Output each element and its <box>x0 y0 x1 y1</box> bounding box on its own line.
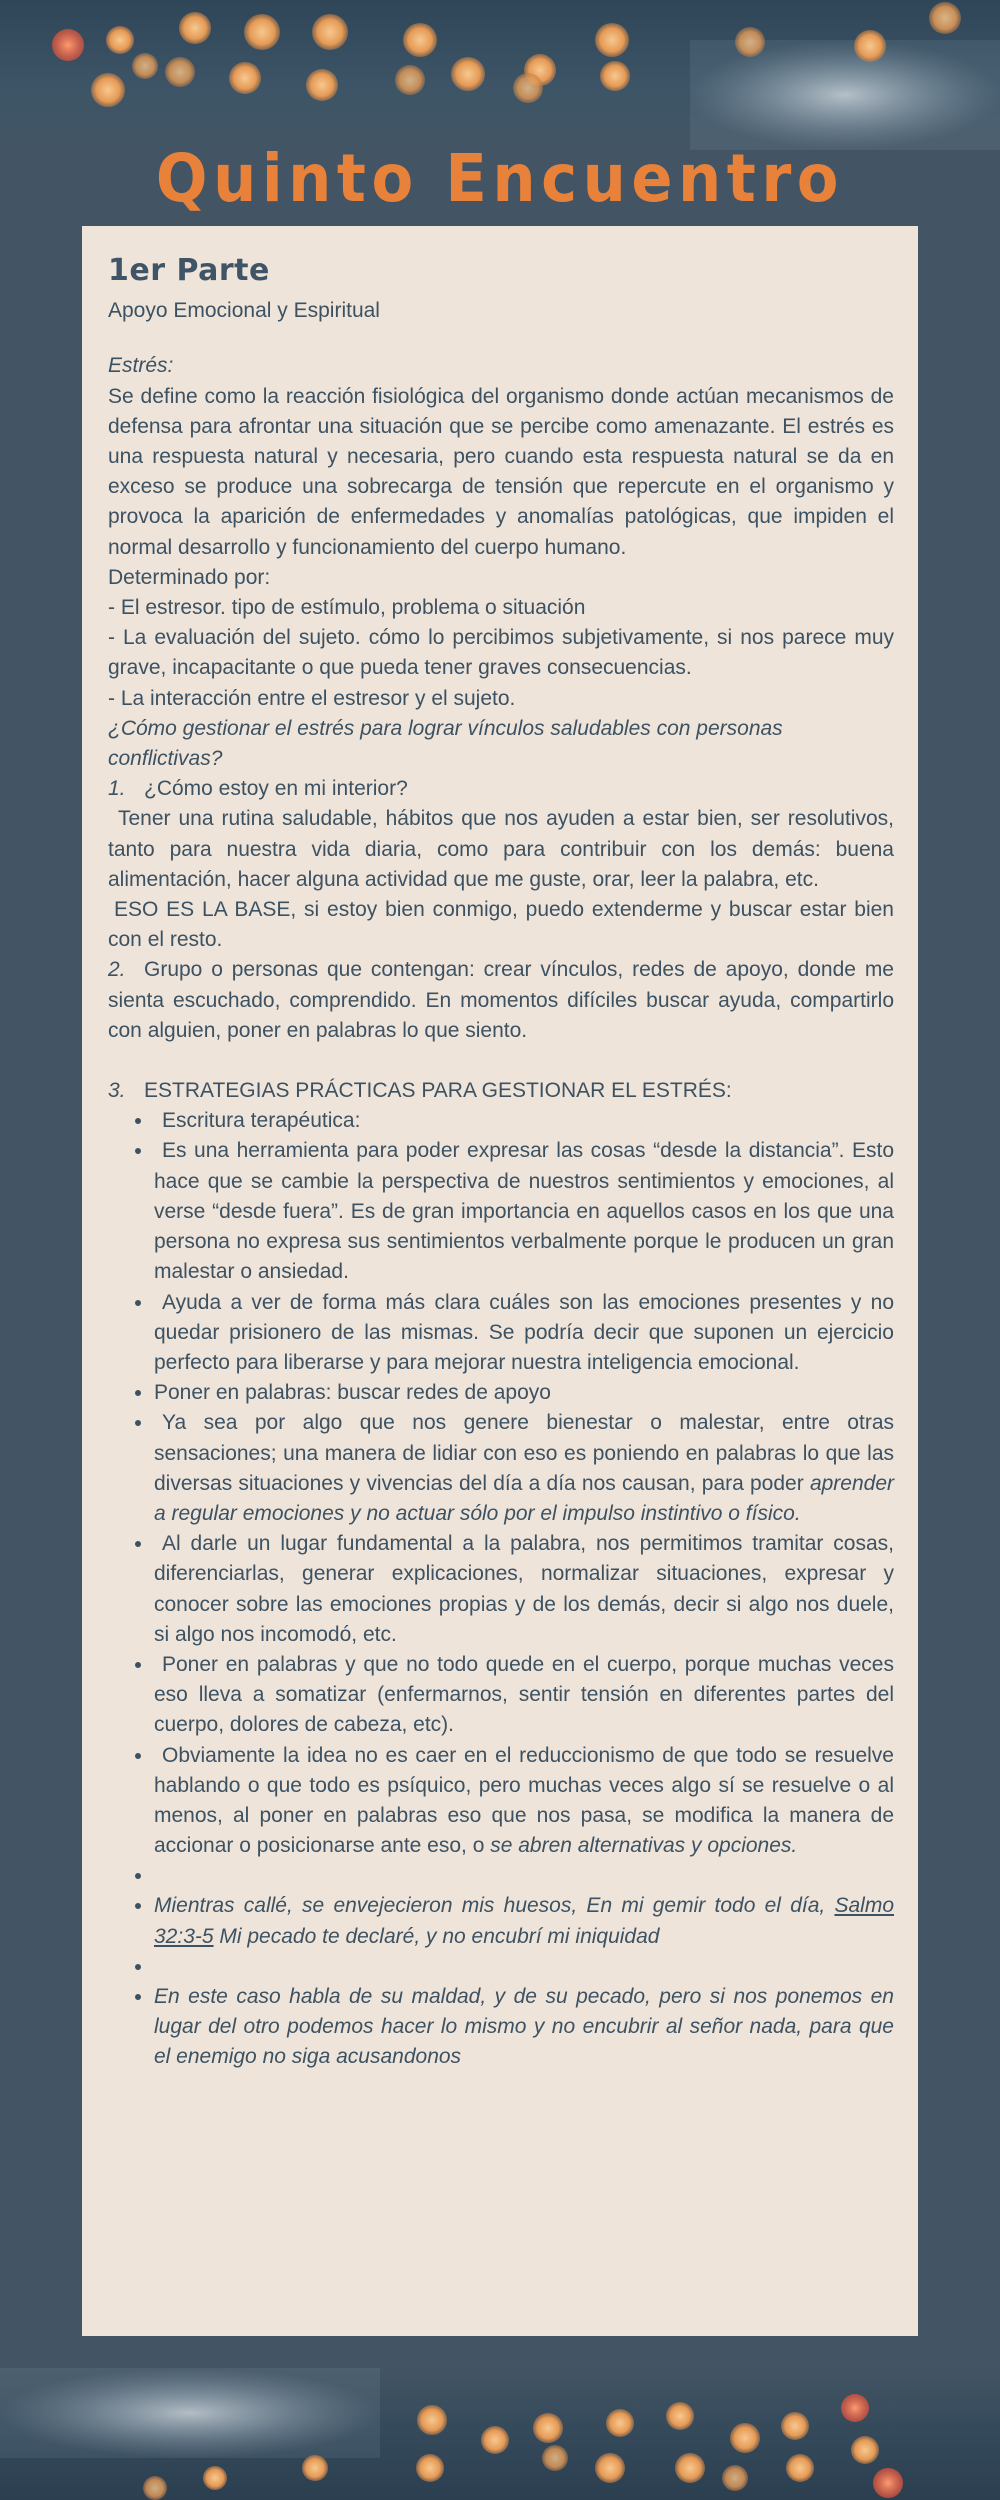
list-item: • En este caso habla de su maldad, y de su pecado, pero si nos ponemos en lugar del otro podemos hacer lo mismo y no encubrir al señor nada, para que el enemigo no siga acusandonos <box>154 1982 894 2073</box>
list-item: • Poner en palabras y que no todo quede en el cuerpo, porque muchas veces eso lleva a somatizar (enfermarnos, sentir tensión en diferentes partes del cuerpo, dolores de cabeza, etc). <box>154 1650 894 1741</box>
list-item: • Ayuda a ver de forma más clara cuáles son las emociones presentes y no quedar prisionero de las mismas. Se podría decir que suponen un ejercicio perfecto para liberarse y para mejorar nuestra inteligencia emocional. <box>154 1288 894 1379</box>
factor-item: - La interacción entre el estresor y el sujeto. <box>108 686 516 710</box>
list-item <box>154 1408 894 1529</box>
item-3-title: ESTRATEGIAS PRÁCTICAS PARA GESTIONAR EL ESTRÉS: <box>144 1079 732 1103</box>
list-item: • Es una herramienta para poder expresar las cosas “desde la distancia”. Esto hace que se cambie la perspectiva de nuestros sentimientos y emociones, al verse “desde fuera”. Es de gran importancia en aquellos casos en los que una persona no expresa sus sentimientos verbalmente porque le producen un gran malestar o ansiedad. <box>154 1136 894 1287</box>
list-item-text: Obviamente la idea no es caer en el reduccionismo de que todo se resuelve hablando o que todo es psíquico, pero muchas veces algo sí se resuelve o al menos, al poner en palabras eso que nos pasa, se modifica la manera de accionar o posicionarse ante eso, o <box>154 1743 894 1858</box>
item-1-number: 1. <box>108 777 126 801</box>
page-title: Quinto Encuentro <box>155 140 845 217</box>
item-1-title: ¿Cómo estoy en mi interior? <box>144 777 408 801</box>
empty-list-item <box>154 1861 894 1891</box>
strategies-list <box>108 1106 894 2072</box>
spacer <box>108 1046 894 1076</box>
item-1-base-paragraph: ESO ES LA BASE, si estoy bien conmigo, puedo extenderme y buscar estar bien con el resto. <box>108 898 894 952</box>
top-bokeh-banner <box>0 0 1000 150</box>
verse-text: Mientras callé, se envejecieron mis huesos, En mi gemir todo el día, <box>154 1894 835 1918</box>
part-heading: 1er Parte <box>108 253 270 288</box>
estres-label: Estrés: <box>108 354 174 378</box>
item-2-paragraph <box>108 955 894 1046</box>
content-card <box>82 226 918 2336</box>
item-2-number: 2. <box>108 958 126 982</box>
factor-item: - La evaluación del sujeto. cómo lo percibimos subjetivamente, si nos parece muy grave, incapacitante o que pueda tener graves consecuencias. <box>108 626 894 680</box>
item-2-text: Grupo o personas que contengan: crear vínculos, redes de apoyo, donde me sienta escuchado, comprendido. En momentos difíciles buscar ayuda, compartirlo con alguien, poner en palabras lo que siento. <box>108 958 894 1042</box>
question-heading: ¿Cómo gestionar el estrés para lograr vínculos saludables con personas conflictivas? <box>108 716 783 771</box>
determinado-label: Determinado por: <box>108 565 271 589</box>
item-3-heading <box>108 1076 894 1106</box>
bokeh-lights-image <box>0 0 1000 150</box>
list-item-emphasis: aprender a regular emociones y no actuar sólo por el impulso instintivo o físico. <box>154 1471 894 1525</box>
list-item-emphasis: se abren alternativas y opciones. <box>490 1834 798 1858</box>
item-3-number: 3. <box>108 1079 126 1103</box>
list-item: • Escritura terapéutica: <box>154 1106 894 1136</box>
factor-item: - El estresor. tipo de estímulo, problema o situación <box>108 596 586 620</box>
list-item <box>154 1741 894 1862</box>
empty-list-item <box>154 1952 894 1982</box>
list-item-verse <box>154 1891 894 1951</box>
subtitle: Apoyo Emocional y Espiritual <box>108 299 380 323</box>
item-1-heading <box>108 774 894 804</box>
item-1-paragraph: Tener una rutina saludable, hábitos que nos ayuden a estar bien, ser resolutivos, tanto para nuestra vida diaria, como para contribuir con los demás: buena alimentación, hacer alguna actividad que me guste, orar, leer la palabra, etc. <box>108 807 894 891</box>
list-item: • Poner en palabras: buscar redes de apoyo <box>154 1378 894 1408</box>
bokeh-lights-image <box>0 2368 1000 2500</box>
estres-definition: Se define como la reacción fisiológica del organismo donde actúan mecanismos de defensa para afrontar una situación que se percibe como amenazante. El estrés es una respuesta natural y necesaria, pero cuando esta respuesta natural se da en exceso se produce una sobrecarga de tensión que repercute en el organismo y provoca la aparición de enfermedades y anomalías patológicas, que impiden el normal desarrollo y funcionamiento del cuerpo humano. <box>108 384 894 559</box>
psalm-link[interactable]: Salmo 32:3-5 <box>154 1894 894 1948</box>
bottom-bokeh-banner <box>0 2368 1000 2500</box>
verse-text: Mi pecado te declaré, y no encubrí mi iniquidad <box>213 1924 660 1948</box>
list-item-text: Ya sea por algo que nos genere bienestar o malestar, entre otras sensaciones; una manera de lidiar con eso es poniendo en palabras lo que las diversas situaciones y vivencias del día a día nos causan, para poder <box>154 1411 894 1495</box>
list-item: • Al darle un lugar fundamental a la palabra, nos permitimos tramitar cosas, diferenciarlas, generar explicaciones, normalizar situaciones, expresar y conocer sobre las emociones propias y de los demás, decir si algo nos duele, si algo nos incomodó, etc. <box>154 1529 894 1650</box>
